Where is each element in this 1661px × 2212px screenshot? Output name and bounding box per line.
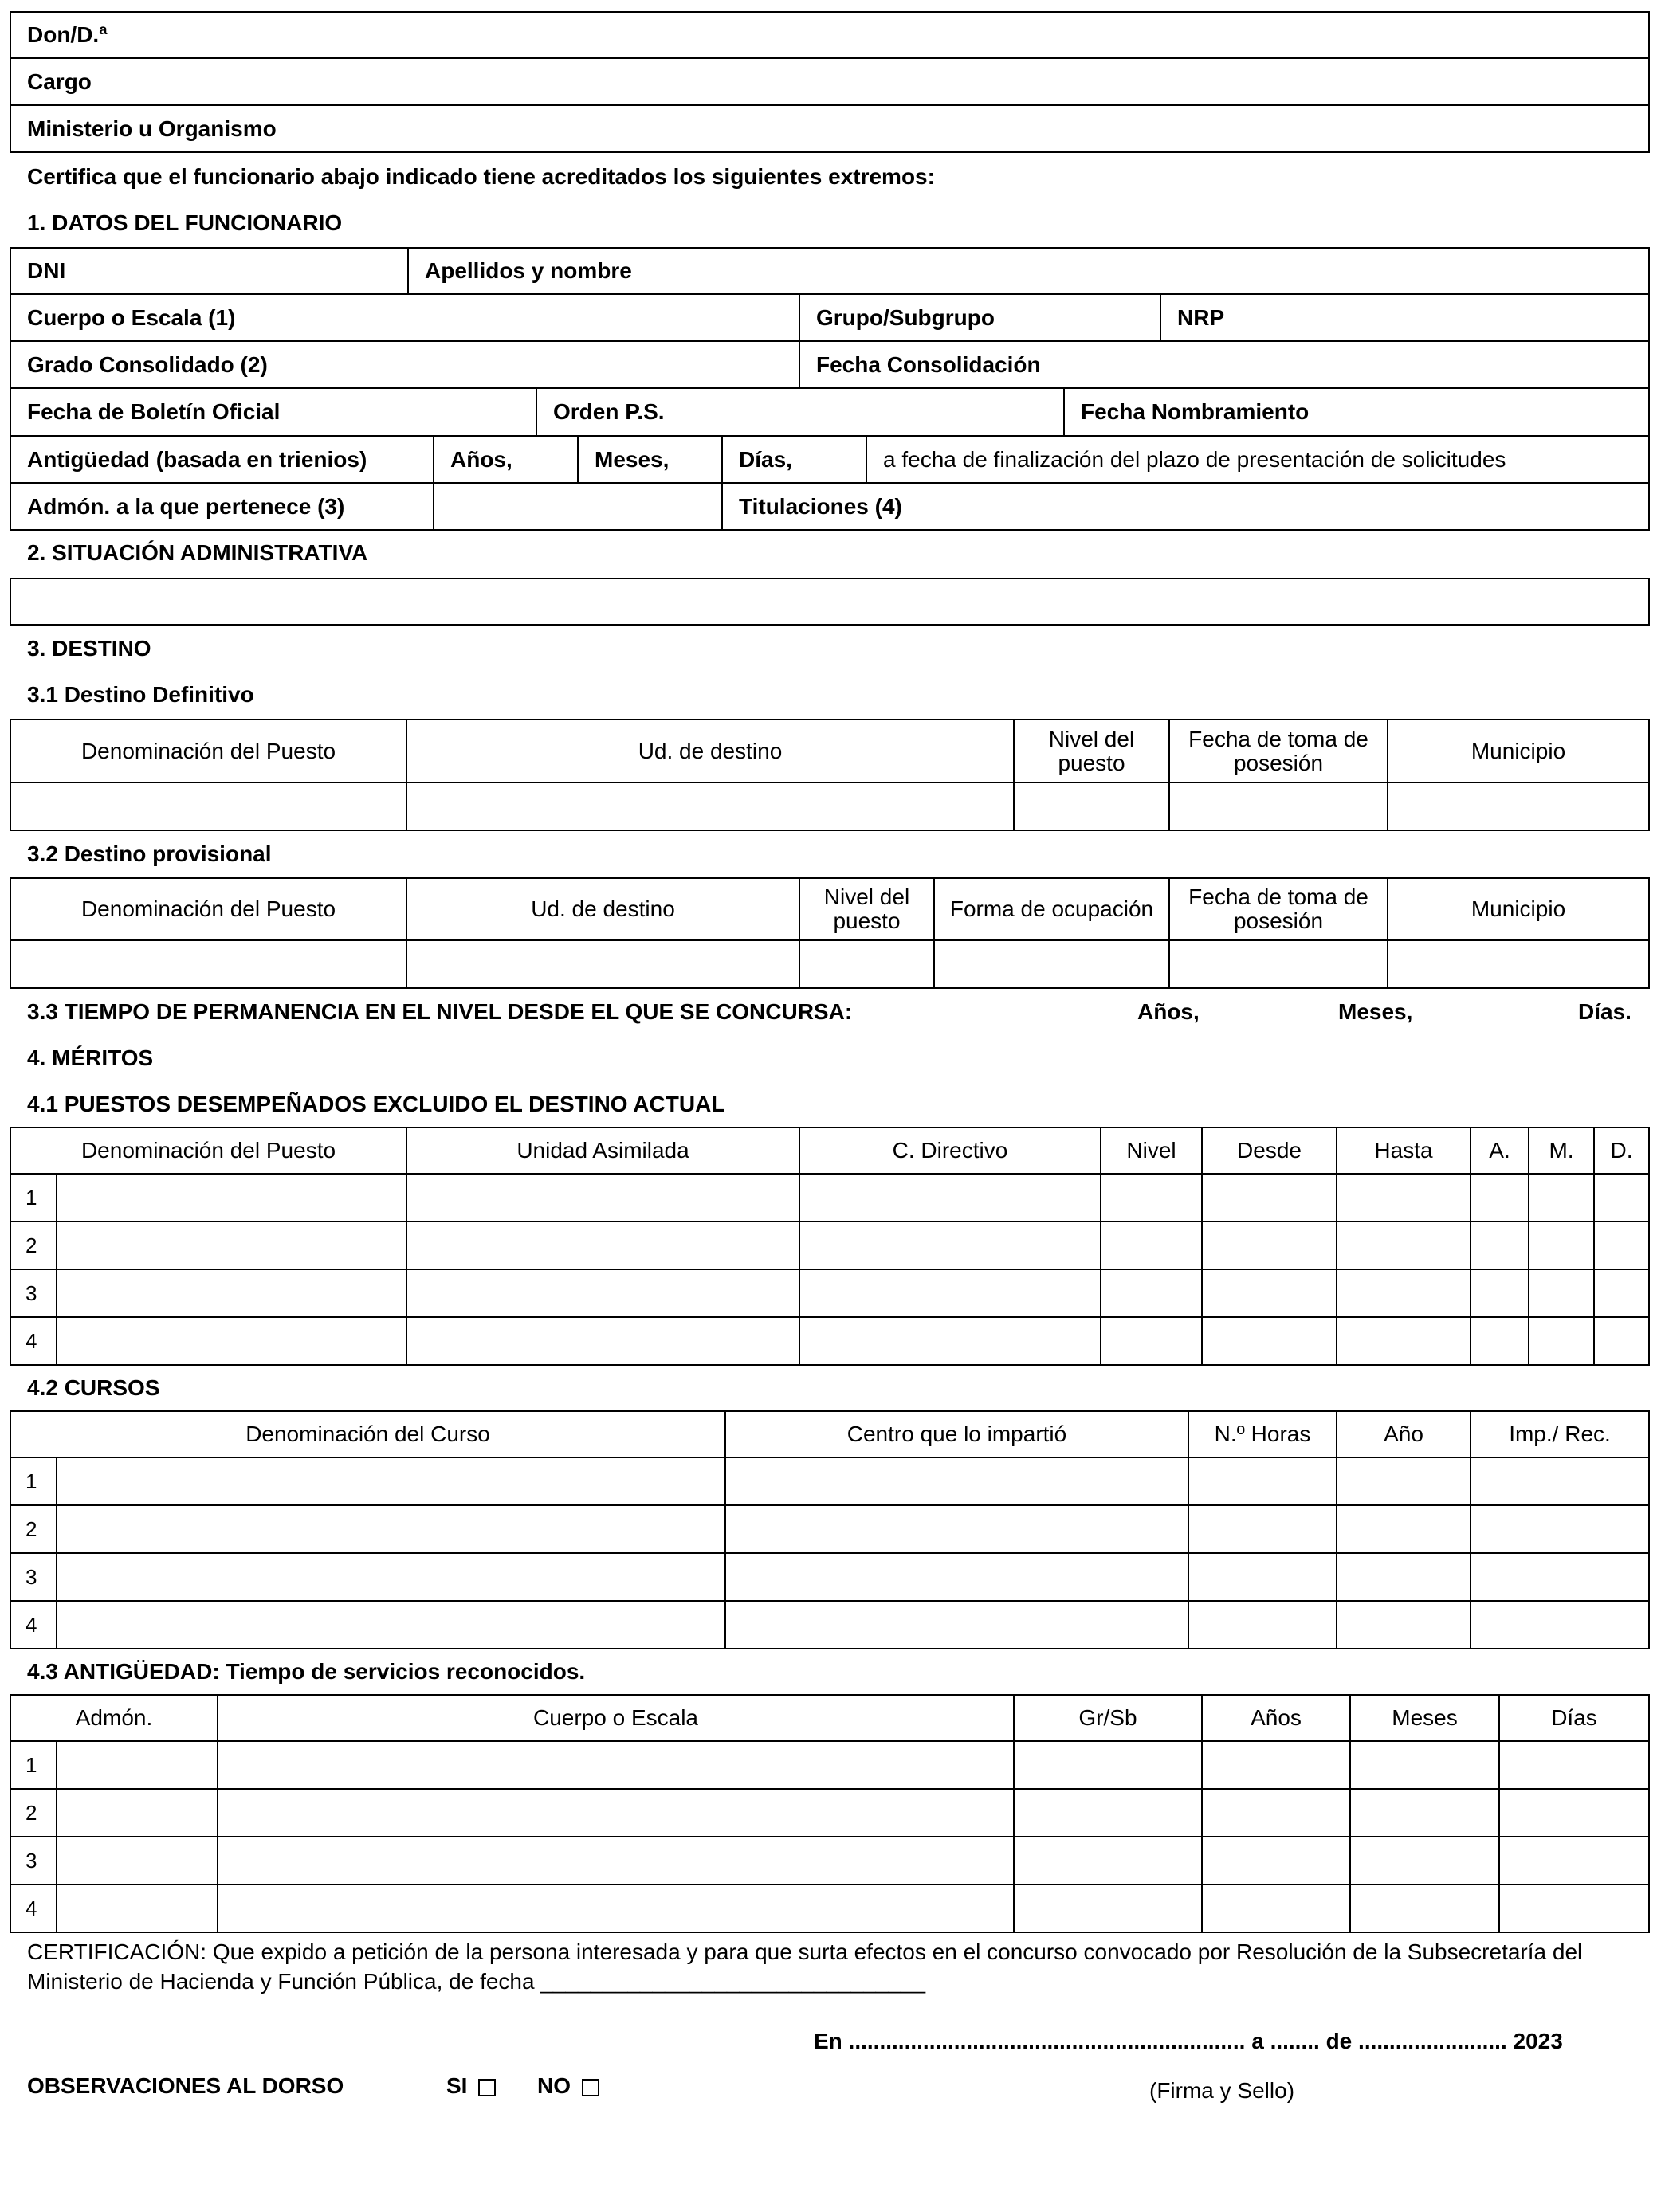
puestos-cell (406, 1318, 799, 1364)
puestos-cell (1470, 1222, 1528, 1269)
antiguedad-header-meses: Meses (1349, 1696, 1498, 1740)
definitivo-data-row (10, 783, 1650, 831)
datos-row-6 (10, 484, 1650, 531)
cursos-cell (1470, 1506, 1648, 1552)
puestos-title: 4.1 PUESTOS DESEMPEÑADOS EXCLUIDO EL DESTINO ACTUAL (27, 1092, 725, 1116)
titulaciones-label: Titulaciones (4) (721, 484, 1648, 529)
antiguedad-header-row (10, 1694, 1650, 1742)
cursos-header-denominacion: Denominación del Curso (245, 1422, 490, 1446)
antiguedad-cell (1349, 1790, 1498, 1836)
puestos-cell (1593, 1270, 1648, 1316)
puestos-cell (1528, 1222, 1593, 1269)
ministerio-label: Ministerio u Organismo (27, 116, 277, 141)
puestos-cell (56, 1222, 406, 1269)
datos-row-2 (10, 295, 1650, 342)
puestos-cell (1336, 1175, 1470, 1221)
antiguedad-row-number: 3 (26, 1849, 37, 1873)
definitivo-cell (406, 783, 1013, 830)
cursos-cell (1470, 1458, 1648, 1504)
puestos-cell (1100, 1175, 1201, 1221)
apellidos-label: Apellidos y nombre (407, 249, 1648, 293)
grupo-label: Grupo/Subgrupo (799, 295, 1160, 340)
cursos-row-number: 4 (26, 1613, 37, 1637)
cursos-row-number: 1 (26, 1469, 37, 1493)
cursos-cell (724, 1506, 1188, 1552)
antiguedad-title-rest: Tiempo de servicios reconocidos. (226, 1659, 586, 1684)
dias-label: Días, (721, 437, 866, 482)
definitivo-cell (1387, 783, 1648, 830)
puestos-cell (799, 1318, 1100, 1364)
antiguedad-cell (1498, 1837, 1648, 1884)
provisional-header-row (10, 877, 1650, 941)
provisional-header-unidad: Ud. de destino (406, 879, 799, 939)
puestos-cell (1201, 1175, 1336, 1221)
don-row (10, 11, 1650, 59)
cursos-cell (1336, 1506, 1470, 1552)
admon-value (433, 484, 721, 529)
cursos-cell (56, 1602, 724, 1648)
cuerpo-label: Cuerpo o Escala (1) (27, 304, 236, 330)
puestos-row (10, 1270, 1650, 1318)
antiguedad-row (10, 1885, 1650, 1933)
puestos-cell (1100, 1222, 1201, 1269)
provisional-cell (799, 941, 933, 987)
puestos-header-directivo: C. Directivo (799, 1128, 1100, 1173)
cursos-row-number: 3 (26, 1565, 37, 1589)
antiguedad-title-bold: 4.3 ANTIGÜEDAD: (27, 1659, 220, 1684)
antiguedad-cell (1013, 1837, 1201, 1884)
definitivo-cell (1168, 783, 1387, 830)
cursos-cell (56, 1554, 724, 1600)
cursos-header-centro: Centro que lo impartió (724, 1412, 1188, 1457)
antiguedad-label: Antigüedad (basada en trienios) (27, 446, 367, 472)
cursos-row-number: 2 (26, 1517, 37, 1541)
cursos-row (10, 1458, 1650, 1506)
antiguedad-cell (1349, 1885, 1498, 1932)
provisional-cell (1387, 941, 1648, 987)
puestos-cell (406, 1175, 799, 1221)
dni-label: DNI (27, 258, 66, 283)
tiempo-dias: Días. (1578, 999, 1632, 1024)
si-label: SI (446, 2073, 468, 2098)
antiguedad-cell (1498, 1885, 1648, 1932)
antiguedad-cell (56, 1790, 217, 1836)
cursos-cell (56, 1458, 724, 1504)
puestos-header-row (10, 1127, 1650, 1175)
antiguedad-cell (217, 1885, 1013, 1932)
puestos-header-nivel: Nivel (1100, 1128, 1201, 1173)
fecha-nombramiento-label: Fecha Nombramiento (1063, 389, 1648, 435)
puestos-cell (799, 1270, 1100, 1316)
provisional-cell (1168, 941, 1387, 987)
cursos-row (10, 1506, 1650, 1554)
cursos-cell (1470, 1602, 1648, 1648)
puestos-row-number: 3 (26, 1281, 37, 1305)
antiguedad-cell (1201, 1837, 1349, 1884)
puestos-header-a: A. (1470, 1128, 1528, 1173)
puestos-cell (1100, 1318, 1201, 1364)
cursos-cell (724, 1458, 1188, 1504)
puestos-cell (1470, 1318, 1528, 1364)
puestos-cell (1593, 1175, 1648, 1221)
don-label: Don/D.ª (27, 22, 108, 47)
cursos-cell (56, 1506, 724, 1552)
datos-row-1 (10, 247, 1650, 295)
puestos-row-number: 2 (26, 1233, 37, 1257)
admon-label: Admón. a la que pertenece (3) (27, 493, 345, 519)
no-option (537, 2072, 599, 2100)
antiguedad-cell (1013, 1742, 1201, 1788)
certificacion-line-1: CERTIFICACIÓN: Que expido a petición de la persona interesada y para que surta efectos en el concurso convocado por Resolución de la Subsecretaría del (27, 1939, 1583, 1964)
definitivo-header-nivel: Nivel del puesto (1013, 720, 1168, 782)
provisional-cell (11, 941, 406, 987)
section1-title: 1. DATOS DEL FUNCIONARIO (27, 210, 343, 235)
cursos-cell (1336, 1554, 1470, 1600)
si-option (446, 2072, 496, 2100)
antiguedad-cell (56, 1837, 217, 1884)
puestos-cell (1528, 1270, 1593, 1316)
puestos-header-hasta: Hasta (1336, 1128, 1470, 1173)
cursos-cell (1188, 1458, 1336, 1504)
definitivo-header-municipio: Municipio (1387, 720, 1648, 782)
puestos-header-denominacion: Denominación del Puesto (80, 1138, 336, 1163)
puestos-cell (1201, 1318, 1336, 1364)
antiguedad-cell (1201, 1885, 1349, 1932)
situacion-box (10, 578, 1650, 626)
definitivo-header-puesto: Denominación del Puesto (80, 738, 336, 763)
definitivo-header-row (10, 719, 1650, 783)
cargo-label: Cargo (27, 69, 92, 94)
provisional-header-forma: Forma de ocupación (933, 879, 1168, 939)
datos-row-4 (10, 389, 1650, 437)
puestos-row (10, 1222, 1650, 1270)
puestos-cell (799, 1175, 1100, 1221)
certificacion-line-2: Ministerio de Hacienda y Función Pública, de fecha _______________________________ (27, 1969, 926, 1994)
puestos-cell (1201, 1270, 1336, 1316)
firma-label: (Firma y Sello) (1149, 2078, 1295, 2103)
cursos-cell (1336, 1602, 1470, 1648)
grado-label: Grado Consolidado (2) (27, 351, 268, 377)
anios-label: Años, (433, 437, 577, 482)
cursos-cell (1188, 1602, 1336, 1648)
cursos-row (10, 1602, 1650, 1649)
cursos-header-anio: Año (1336, 1412, 1470, 1457)
antiguedad-cell (1013, 1885, 1201, 1932)
provisional-header-puesto: Denominación del Puesto (80, 896, 336, 921)
orden-ps-label: Orden P.S. (536, 389, 1063, 435)
section4-title: 4. MÉRITOS (27, 1045, 154, 1070)
fecha-boletin-label: Fecha de Boletín Oficial (27, 399, 281, 424)
tiempo-label: 3.3 TIEMPO DE PERMANENCIA EN EL NIVEL DESDE EL QUE SE CONCURSA: (27, 999, 853, 1024)
puestos-cell (1528, 1318, 1593, 1364)
antiguedad-cell (1013, 1790, 1201, 1836)
antiguedad-cell (1349, 1742, 1498, 1788)
antiguedad-title (27, 1657, 585, 1686)
no-label: NO (537, 2073, 571, 2098)
certifica-text: Certifica que el funcionario abajo indicado tiene acreditados los siguientes extremos: (27, 164, 935, 189)
antiguedad-header-admon: Admón. (75, 1705, 153, 1730)
definitivo-title: 3.1 Destino Definitivo (27, 682, 254, 707)
puestos-header-d: D. (1593, 1128, 1648, 1173)
antiguedad-row (10, 1837, 1650, 1885)
puestos-cell (1593, 1318, 1648, 1364)
tiempo-meses: Meses, (1338, 999, 1413, 1024)
puestos-row-number: 4 (26, 1329, 37, 1353)
definitivo-cell (11, 783, 406, 830)
tiempo-anios: Años, (1137, 999, 1200, 1024)
cargo-row (10, 59, 1650, 106)
puestos-cell (1336, 1222, 1470, 1269)
puestos-row (10, 1175, 1650, 1222)
puestos-header-m: M. (1528, 1128, 1593, 1173)
antiguedad-cell (217, 1742, 1013, 1788)
puestos-cell (1470, 1175, 1528, 1221)
puestos-cell (1470, 1270, 1528, 1316)
cursos-cell (1470, 1554, 1648, 1600)
antiguedad-cell (1498, 1790, 1648, 1836)
cursos-cell (1188, 1554, 1336, 1600)
puestos-cell (1336, 1270, 1470, 1316)
antiguedad-cell (56, 1885, 217, 1932)
provisional-header-nivel: Nivel del puesto (799, 879, 933, 939)
section3-title: 3. DESTINO (27, 636, 151, 661)
fecha-consolidacion-label: Fecha Consolidación (799, 342, 1648, 387)
antiguedad-cell (56, 1742, 217, 1788)
antiguedad-row-number: 4 (26, 1896, 37, 1920)
meses-label: Meses, (577, 437, 721, 482)
puestos-cell (56, 1270, 406, 1316)
puestos-header-unidad: Unidad Asimilada (406, 1128, 799, 1173)
no-checkbox[interactable] (582, 2079, 599, 2096)
antiguedad-cell (1349, 1837, 1498, 1884)
puestos-cell (1201, 1222, 1336, 1269)
puestos-cell (1528, 1175, 1593, 1221)
observaciones-label: OBSERVACIONES AL DORSO (27, 2073, 344, 2098)
provisional-data-row (10, 941, 1650, 989)
puestos-row-number: 1 (26, 1186, 37, 1210)
section2-title: 2. SITUACIÓN ADMINISTRATIVA (27, 540, 368, 565)
provisional-cell (406, 941, 799, 987)
nrp-label: NRP (1160, 295, 1648, 340)
antiguedad-header-anios: Años (1201, 1696, 1349, 1740)
lugar-fecha: En ................................................................ a ........ de ........................ 2023 (814, 2029, 1563, 2053)
definitivo-cell (1013, 783, 1168, 830)
definitivo-header-fecha: Fecha de toma de posesión (1168, 720, 1387, 782)
datos-row-5 (10, 437, 1650, 484)
antiguedad-cell (217, 1790, 1013, 1836)
antiguedad-cell (1201, 1742, 1349, 1788)
cursos-cell (1336, 1458, 1470, 1504)
ministerio-row (10, 106, 1650, 153)
provisional-header-fecha: Fecha de toma de posesión (1168, 879, 1387, 939)
fecha-final-text: a fecha de finalización del plazo de presentación de solicitudes (866, 437, 1648, 482)
provisional-header-municipio: Municipio (1387, 879, 1648, 939)
datos-row-3 (10, 342, 1650, 389)
antiguedad-cell (1498, 1742, 1648, 1788)
puestos-cell (1100, 1270, 1201, 1316)
puestos-cell (1336, 1318, 1470, 1364)
certificate-form (10, 11, 1650, 2194)
antiguedad-row-number: 2 (26, 1801, 37, 1825)
antiguedad-header-dias: Días (1498, 1696, 1648, 1740)
antiguedad-row (10, 1790, 1650, 1837)
puestos-row (10, 1318, 1650, 1366)
antiguedad-header-grsb: Gr/Sb (1013, 1696, 1201, 1740)
puestos-cell (406, 1270, 799, 1316)
puestos-cell (1593, 1222, 1648, 1269)
cursos-header-imp: Imp./ Rec. (1470, 1412, 1648, 1457)
antiguedad-header-cuerpo: Cuerpo o Escala (217, 1696, 1013, 1740)
puestos-cell (406, 1222, 799, 1269)
cursos-cell (724, 1602, 1188, 1648)
cursos-cell (724, 1554, 1188, 1600)
antiguedad-cell (1201, 1790, 1349, 1836)
puestos-cell (799, 1222, 1100, 1269)
cursos-header-row (10, 1410, 1650, 1458)
cursos-cell (1188, 1506, 1336, 1552)
antiguedad-cell (217, 1837, 1013, 1884)
si-checkbox[interactable] (478, 2079, 496, 2096)
puestos-header-desde: Desde (1201, 1128, 1336, 1173)
cursos-title: 4.2 CURSOS (27, 1375, 160, 1400)
antiguedad-row-number: 1 (26, 1753, 37, 1777)
antiguedad-row (10, 1742, 1650, 1790)
puestos-cell (56, 1318, 406, 1364)
provisional-cell (933, 941, 1168, 987)
definitivo-header-unidad: Ud. de destino (406, 720, 1013, 782)
provisional-title: 3.2 Destino provisional (27, 841, 272, 866)
cursos-header-horas: N.º Horas (1188, 1412, 1336, 1457)
cursos-row (10, 1554, 1650, 1602)
puestos-cell (56, 1175, 406, 1221)
